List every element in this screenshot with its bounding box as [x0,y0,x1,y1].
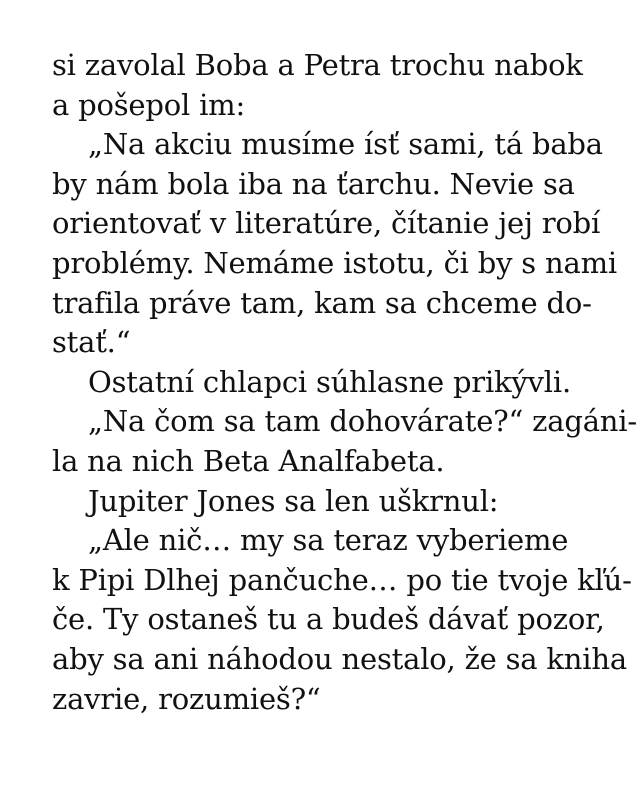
text-line-9: Ostatní chlapci súhlasne prikývli. [88,364,571,399]
text-line-1: si zavolal Boba a Petra trochu nabok [52,48,583,82]
text-line-16: aby sa ani náhodou nestalo, že sa kniha [52,641,627,676]
text-line-15: če. Ty ostaneš tu a budeš dávať pozor, [52,602,605,637]
text-line-4: by nám bola iba na ťarchu. Nevie sa [52,166,575,201]
text-line-10: „Na čom sa tam dohovárate?“ zagáni- [88,404,637,439]
text-line-8: stať.“ [52,325,131,360]
text-line-17: zavrie, rozumieš?“ [52,681,321,716]
text-line-13: „Ale nič… my sa teraz vyberieme [88,523,569,558]
text-line-7: trafila práve tam, kam sa chceme do- [52,285,592,320]
text-line-3: „Na akciu musíme ísť sami, tá baba [88,127,603,162]
text-line-2: a pošepol im: [52,87,246,122]
book-page-text [52,46,637,719]
text-line-12: Jupiter Jones sa len uškrnul: [88,483,499,518]
text-line-11: la na nich Beta Analfabeta. [52,443,445,478]
text-line-5: orientovať v literatúre, čítanie jej robí [52,206,601,241]
text-line-14: k Pipi Dlhej pančuche… po tie tvoje kľú- [52,562,632,597]
text-line-6: problémy. Nemáme istotu, či by s nami [52,245,617,280]
